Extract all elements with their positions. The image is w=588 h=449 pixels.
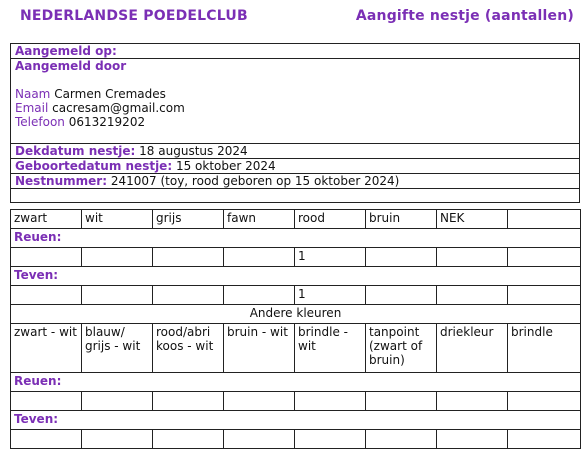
count-cell bbox=[82, 430, 153, 449]
count-cell bbox=[153, 286, 224, 305]
color-cell: brindle bbox=[508, 324, 581, 373]
reuen-label: Reuen: bbox=[11, 373, 581, 392]
count-cell bbox=[153, 248, 224, 267]
aangemeld-door-label: Aangemeld door bbox=[15, 59, 127, 73]
andere-kleuren-row bbox=[11, 305, 581, 324]
color-header-row-1 bbox=[11, 210, 581, 229]
naam-line bbox=[15, 87, 575, 101]
color-cell: fawn bbox=[224, 210, 295, 229]
count-cell bbox=[295, 430, 366, 449]
count-cell bbox=[11, 392, 82, 411]
geboortedatum-value: 15 oktober 2024 bbox=[175, 159, 276, 173]
color-cell: rood bbox=[295, 210, 366, 229]
reuen-count-row-1 bbox=[11, 248, 581, 267]
spacer-row bbox=[11, 189, 579, 202]
color-cell: brindle - wit bbox=[295, 324, 366, 373]
reuen-label-row-2 bbox=[11, 373, 581, 392]
naam-value: Carmen Cremades bbox=[54, 87, 166, 101]
reuen-count-row-2 bbox=[11, 392, 581, 411]
color-cell: tanpoint (zwart of bruin) bbox=[366, 324, 437, 373]
count-cell bbox=[153, 392, 224, 411]
count-cell bbox=[508, 392, 581, 411]
count-cell bbox=[437, 392, 508, 411]
count-cell bbox=[82, 392, 153, 411]
count-cell bbox=[82, 286, 153, 305]
aangemeld-door-block bbox=[11, 59, 579, 144]
count-cell bbox=[224, 286, 295, 305]
teven-label: Teven: bbox=[11, 411, 581, 430]
count-cell bbox=[224, 430, 295, 449]
teven-label: Teven: bbox=[11, 267, 581, 286]
teven-label-row-2 bbox=[11, 411, 581, 430]
count-cell bbox=[295, 392, 366, 411]
count-cell: 1 bbox=[295, 286, 366, 305]
count-cell bbox=[366, 248, 437, 267]
count-cell bbox=[437, 248, 508, 267]
count-cell bbox=[11, 248, 82, 267]
nestnummer-row bbox=[11, 174, 579, 189]
dekdatum-label: Dekdatum nestje: bbox=[15, 144, 136, 158]
nestnummer-label: Nestnummer: bbox=[15, 174, 108, 188]
count-cell bbox=[437, 430, 508, 449]
email-value: cacresam@gmail.com bbox=[52, 101, 185, 115]
teven-label-row-1 bbox=[11, 267, 581, 286]
andere-kleuren-label: Andere kleuren bbox=[11, 305, 581, 324]
email-line bbox=[15, 101, 575, 115]
telefoon-label: Telefoon bbox=[15, 115, 65, 129]
count-cell bbox=[508, 286, 581, 305]
count-cell bbox=[366, 430, 437, 449]
geboortedatum-row bbox=[11, 159, 579, 174]
naam-label: Naam bbox=[15, 87, 51, 101]
aangemeld-op-row bbox=[11, 44, 579, 59]
count-cell bbox=[437, 286, 508, 305]
color-header-row-2 bbox=[11, 324, 581, 373]
dekdatum-value: 18 augustus 2024 bbox=[139, 144, 248, 158]
color-cell: rood/abri koos - wit bbox=[153, 324, 224, 373]
telefoon-value: 0613219202 bbox=[68, 115, 146, 129]
geboortedatum-label: Geboortedatum nestje: bbox=[15, 159, 173, 173]
dekdatum-row bbox=[11, 144, 579, 159]
count-cell bbox=[11, 430, 82, 449]
registration-form bbox=[10, 43, 580, 203]
color-cell: zwart - wit bbox=[11, 324, 82, 373]
count-cell bbox=[366, 392, 437, 411]
count-cell bbox=[508, 430, 581, 449]
teven-count-row-1 bbox=[11, 286, 581, 305]
count-cell bbox=[11, 286, 82, 305]
color-cell: blauw/ grijs - wit bbox=[82, 324, 153, 373]
color-cell: wit bbox=[82, 210, 153, 229]
count-cell bbox=[224, 392, 295, 411]
teven-count-row-2 bbox=[11, 430, 581, 449]
nestnummer-value: 241007 (toy, rood geboren op 15 oktober 2024) bbox=[110, 174, 400, 188]
reuen-label: Reuen: bbox=[11, 229, 581, 248]
club-name: NEDERLANDSE POEDELCLUB bbox=[20, 8, 248, 24]
count-cell: 1 bbox=[295, 248, 366, 267]
color-cell: NEK bbox=[437, 210, 508, 229]
form-title: Aangifte nestje (aantallen) bbox=[355, 8, 574, 24]
telefoon-line bbox=[15, 115, 575, 129]
count-cell bbox=[508, 248, 581, 267]
color-cell: zwart bbox=[11, 210, 82, 229]
color-cell: grijs bbox=[153, 210, 224, 229]
count-cell bbox=[82, 248, 153, 267]
color-cell: driekleur bbox=[437, 324, 508, 373]
color-cell bbox=[508, 210, 581, 229]
email-label: Email bbox=[15, 101, 49, 115]
count-cell bbox=[153, 430, 224, 449]
aangemeld-op-label: Aangemeld op: bbox=[15, 44, 117, 58]
litter-count-table bbox=[10, 209, 581, 449]
reuen-label-row-1 bbox=[11, 229, 581, 248]
count-cell bbox=[366, 286, 437, 305]
color-cell: bruin bbox=[366, 210, 437, 229]
count-cell bbox=[224, 248, 295, 267]
color-cell: bruin - wit bbox=[224, 324, 295, 373]
